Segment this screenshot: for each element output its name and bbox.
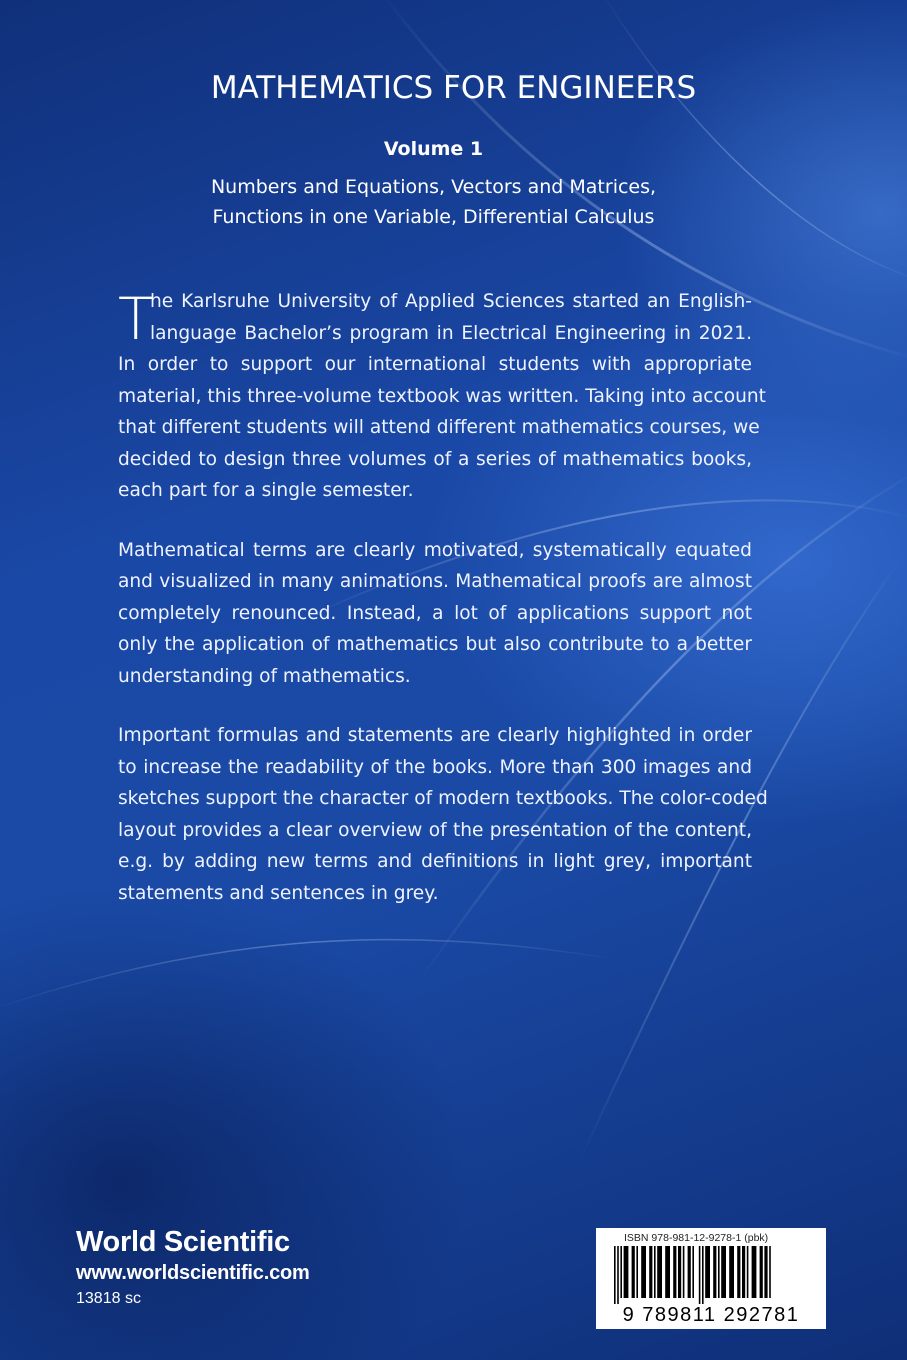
blurb-line: material, this three-volume textbook was written. Taking into account xyxy=(118,385,766,407)
blurb-line: e.g. by adding new terms and definitions in light grey, important xyxy=(118,851,752,872)
blurb-line: In order to support our international students with appropriate xyxy=(118,354,752,375)
blurb xyxy=(118,285,768,937)
book-subtitle xyxy=(0,172,867,232)
drop-cap: T xyxy=(118,285,154,353)
blurb-line: language Bachelor’s program in Electrical Engineering in 2021. xyxy=(150,322,752,344)
blurb-line: and visualized in many animations. Mathematical proofs are almost xyxy=(118,571,752,592)
volume-label: Volume 1 xyxy=(383,138,484,160)
isbn-barcode xyxy=(596,1228,826,1329)
blurb-paragraph-1 xyxy=(118,285,766,507)
barcode-number: 9 789811 292781 xyxy=(622,1304,800,1326)
blurb-line: statements and sentences in grey. xyxy=(118,882,439,904)
blurb-line: completely renounced. Instead, a lot of applications support not xyxy=(118,602,752,624)
blurb-line: Mathematical terms are clearly motivated, systematically equated xyxy=(118,539,752,561)
blurb-line: T he Karlsruhe University of Applied Sciences started an English- xyxy=(118,285,752,353)
blurb-line: decided to design three volumes of a series of mathematics books, xyxy=(118,448,752,470)
blurb-line: sketches support the character of modern textbooks. The color-coded xyxy=(118,788,768,809)
blurb-line: each part for a single semester. xyxy=(118,480,414,501)
publisher-name: World Scientific xyxy=(76,1226,290,1258)
publisher-block xyxy=(76,1225,310,1311)
blurb-paragraph-3 xyxy=(118,720,768,909)
blurb-line: to increase the readability of the books. More than 300 images and xyxy=(118,756,752,778)
publisher-code: 13818 sc xyxy=(76,1290,141,1307)
subtitle-line: Functions in one Variable, Differential Calculus xyxy=(212,206,655,228)
blurb-line: Important formulas and statements are clearly highlighted in order xyxy=(118,725,752,746)
blurb-line: only the application of mathematics but also contribute to a better xyxy=(118,634,752,655)
book-title: MATHEMATICS FOR ENGINEERS xyxy=(210,70,697,106)
barcode-bars xyxy=(608,1246,814,1304)
blurb-line: understanding of mathematics. xyxy=(118,665,411,687)
blurb-line: that different students will attend different mathematics courses, we xyxy=(118,417,760,438)
isbn-label: ISBN 978-981-12-9278-1 (pbk) xyxy=(624,1232,769,1244)
subtitle-line: Numbers and Equations, Vectors and Matrices, xyxy=(210,176,657,198)
publisher-url: www.worldscientific.com xyxy=(76,1262,310,1284)
blurb-line: layout provides a clear overview of the presentation of the content, xyxy=(118,819,752,841)
blurb-paragraph-2 xyxy=(118,535,752,693)
